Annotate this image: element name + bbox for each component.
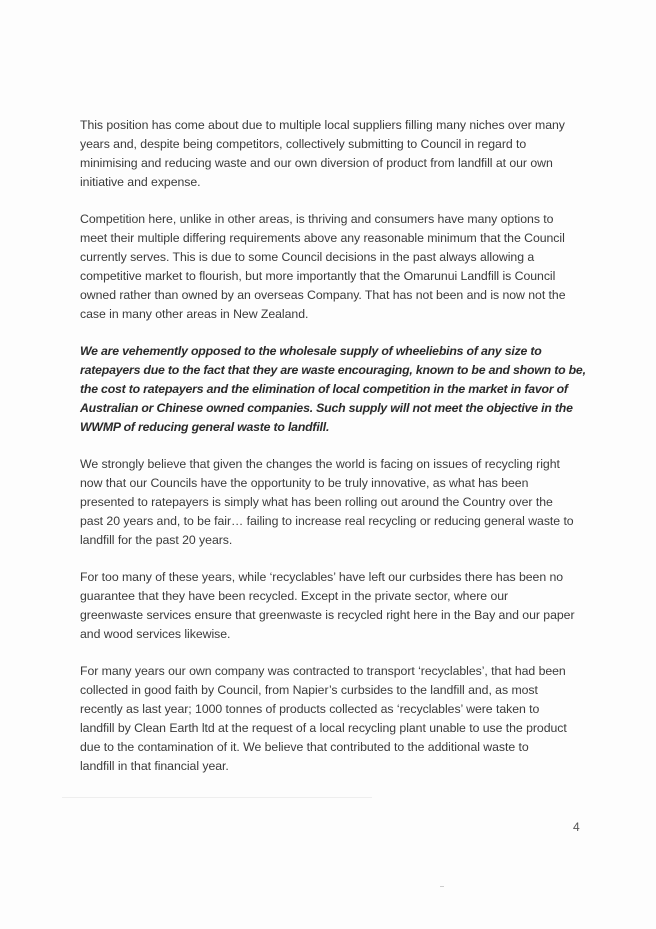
paragraph-line: Competition here, unlike in other areas, is thriving and consumers have many options to (80, 212, 554, 226)
paragraph-line: This position has come about due to multiple local suppliers filling many niches over many (80, 118, 565, 132)
document-body (80, 116, 586, 794)
body-paragraph (80, 116, 580, 192)
paragraph-line: currently serves. This is due to some Council decisions in the past always allowing a (80, 250, 535, 264)
paragraph-line: landfill by Clean Earth ltd at the request of a local recycling plant unable to use the product (80, 721, 567, 735)
paragraph-line: collected in good faith by Council, from Napier’s curbsides to the landfill and, as most (80, 683, 538, 697)
paragraph-line: WWMP of reducing general waste to landfill. (80, 420, 330, 434)
paragraph-line: initiative and expense. (80, 175, 201, 189)
body-paragraph (80, 210, 580, 324)
paragraph-line: guarantee that they have been recycled. Except in the private sector, where our (80, 589, 509, 603)
paragraph-line: past 20 years and, to be fair… failing to increase real recycling or reducing general waste to (80, 514, 574, 528)
paragraph-line: the cost to ratepayers and the elimination of local competition in the market in favor of (80, 382, 568, 396)
page-number: 4 (573, 820, 580, 834)
paragraph-line: years and, despite being competitors, collectively submitting to Council in regard to (80, 137, 527, 151)
paragraph-line: For many years our own company was contracted to transport ‘recyclables’, that had been (80, 664, 566, 678)
body-paragraph (80, 662, 580, 776)
paragraph-line: ratepayers due to the fact that they are waste encouraging, known to be and shown to be, (80, 363, 586, 377)
paragraph-line: case in many other areas in New Zealand. (80, 307, 309, 321)
scan-artifact-mark (440, 886, 444, 887)
paragraph-line: presented to ratepayers is simply what has been rolling out around the Country over the (80, 495, 553, 509)
paragraph-line: owned rather than owned by an overseas Company. That has not been and is now not the (80, 288, 566, 302)
emphasis-paragraph (80, 342, 586, 437)
paragraph-line: meet their multiple differing requirements above any reasonable minimum that the Council (80, 231, 565, 245)
body-paragraph (80, 568, 580, 644)
paragraph-line: We are vehemently opposed to the wholesale supply of wheeliebins of any size to (80, 344, 542, 358)
paragraph-line: greenwaste services ensure that greenwaste is recycled right here in the Bay and our paper (80, 608, 575, 622)
paragraph-line: recently as last year; 1000 tonnes of products collected as ‘recyclables’ were taken to (80, 702, 540, 716)
paragraph-line: due to the contamination of it. We believe that contributed to the additional waste to (80, 740, 529, 754)
paragraph-line: and wood services likewise. (80, 627, 231, 641)
paragraph-line: For too many of these years, while ‘recyclables’ have left our curbsides there has been no (80, 570, 564, 584)
paragraph-line: competitive market to flourish, but more importantly that the Omarunui Landfill is Council (80, 269, 556, 283)
paragraph-line: We strongly believe that given the changes the world is facing on issues of recycling right (80, 457, 560, 471)
paragraph-line: landfill for the past 20 years. (80, 533, 233, 547)
body-paragraph (80, 455, 580, 550)
paragraph-line: Australian or Chinese owned companies. Such supply will not meet the objective in the (80, 401, 573, 415)
paragraph-line: landfill in that financial year. (80, 759, 229, 773)
paragraph-line: minimising and reducing waste and our own diversion of product from landfill at our own (80, 156, 553, 170)
scan-artifact-line (62, 797, 372, 798)
paragraph-line: now that our Councils have the opportunity to be truly innovative, as what has been (80, 476, 529, 490)
